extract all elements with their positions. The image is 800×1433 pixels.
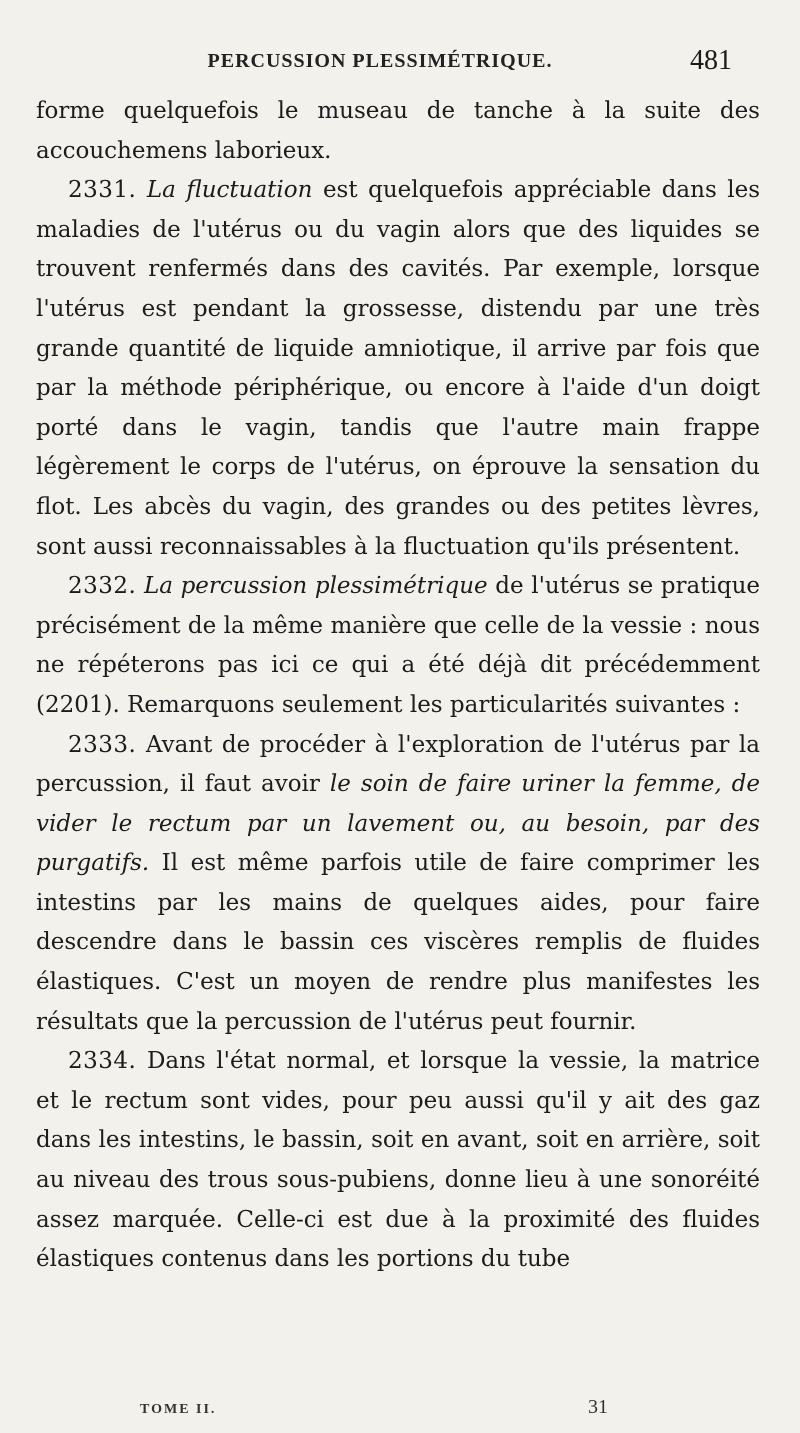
paragraph-text: Dans l'état normal, et lorsque la vessie, la matrice et le rectum sont vides, pour peu aussi qu'il y ait des gaz dans les intestins, le bassin, soit en avant, soit en arrière, soit au niveau des trous sous-pubiens, donne lieu à une sonoréité assez marquée. Celle-ci est due à la proximité des fluides élastiques contenus dans les portions du tube [36,1048,760,1273]
paragraph-continuation [36,92,760,171]
body-text [36,92,760,1280]
paragraph-title: La percussion plessimétrique [143,573,488,600]
running-head: PERCUSSION PLESSIMÉTRIQUE. [207,50,553,72]
paragraph-number: 2332. [68,573,137,600]
paragraph-text: forme quelquefois le museau de tanche à la suite des accouchemens laborieux. [36,98,760,164]
paragraph-italic-text: le soin de faire uriner la femme, de vider le rectum par un lavement ou, au besoin, par des purgatifs. [36,771,760,877]
paragraph-text: Il est même parfois utile de faire comprimer les intestins par les mains de quelques aides, pour faire descendre dans le bassin ces viscères remplis de fluides élastiques. C'est un moyen de rendre plus manifestes les résultats que la percussion de l'utérus peut fournir. [36,850,760,1035]
paragraph-text: Avant de procéder à l'exploration de l'utérus par la percussion, il faut avoir [36,731,760,798]
page-number: 481 [690,45,732,76]
paragraph-number: 2333. [68,731,137,758]
paragraph-title: La fluctuation [146,177,313,204]
paragraph-number: 2334. [68,1048,137,1075]
sheet-number: 31 [588,1396,608,1418]
paragraph-2332 [36,567,760,725]
signature-mark: TOME II. [140,1402,217,1417]
paragraph-2331 [36,171,760,567]
paragraph-2333 [36,726,760,1043]
paragraph-number: 2331. [68,177,137,204]
paragraph-text: de l'utérus se pratique précisément de la même manière que celle de la vessie : nous ne répéterons pas ici ce qui a été déjà dit précédemment (2201). Remarquons seulement les particularités suivantes : [36,573,760,718]
paragraph-text: est quelquefois appréciable dans les maladies de l'utérus ou du vagin alors que des liquides se trouvent renfermés dans des cavités. Par exemple, lorsque l'utérus est pendant la grossesse, distendu par une très grande quantité de liquide amniotique, il arrive par fois que par la méthode périphérique, ou encore à l'aide d'un doigt porté dans le vagin, tandis que l'autre main frappe légèrement le corps de l'utérus, on éprouve la sensation du flot. Les abcès du vagin, des grandes ou des petites lèvres, sont aussi reconnaissables à la fluctuation qu'ils présentent. [36,177,761,560]
paragraph-2334 [36,1042,760,1280]
